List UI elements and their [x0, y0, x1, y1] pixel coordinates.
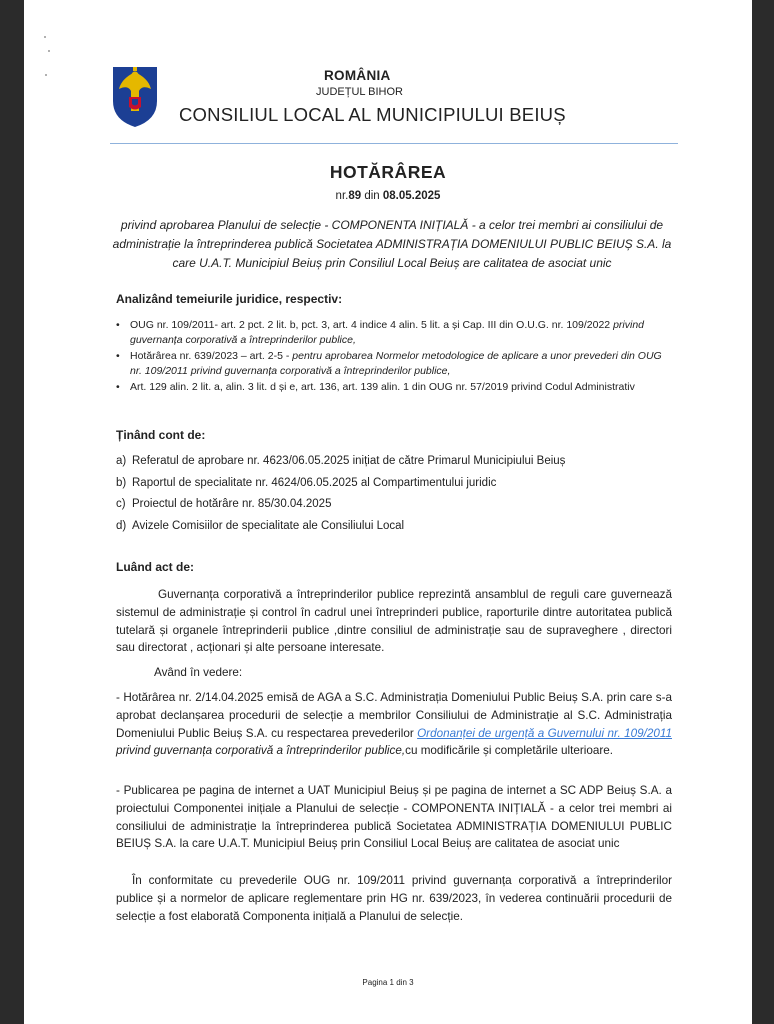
legal-basis-italic: pentru aprobarea Normelor metodologice de aplicare a unor prevederi din OUG nr. 109/2011 privind guvernanța corporativă a întreprinderilor publice,: [130, 350, 662, 377]
legal-basis-text: Art. 129 alin. 2 lit. a, alin. 3 lit. d și e, art. 136, art. 139 alin. 1 din OUG nr. 57/2019 privind Codul Administrativ: [130, 381, 635, 393]
legal-basis-heading: Analizând temeiurile juridice, respectiv:: [116, 292, 343, 306]
page-number: Pagina 1 din 3: [362, 978, 414, 987]
item-text: Referatul de aprobare nr. 4623/06.05.2025 inițiat de către Primarul Municipiului Beiuș: [132, 455, 566, 467]
legal-basis-text: Hotărârea nr. 639/2023 – art. 2-5 -: [130, 350, 293, 362]
decision-number-value: 89: [348, 190, 362, 202]
scan-speck: [45, 74, 47, 76]
item-text: Raportul de specialitate nr. 4624/06.05.2025 al Compartimentului juridic: [132, 476, 497, 489]
decision-date-sep: din: [361, 190, 383, 202]
list-item: [116, 380, 676, 395]
decision-number: [24, 190, 752, 202]
item-text: Avizele Comisiilor de specialitate ale Consiliului Local: [132, 520, 405, 533]
ordinance-link[interactable]: Ordonanței de urgență a Guvernului nr. 109/2011: [417, 726, 672, 740]
item-letter: b): [116, 476, 127, 489]
item-text: Proiectul de hotărâre nr. 85/30.04.2025: [132, 498, 332, 511]
legal-basis-text: OUG nr. 109/2011- art. 2 pct. 2 lit. b, pct. 3, art. 4 indice 4 alin. 5 lit. a și Cap. III din O.U.G. nr. 109/2022: [130, 319, 614, 331]
header-divider: [110, 143, 678, 144]
scan-speck: [48, 50, 50, 52]
header-country: ROMÂNIA: [324, 68, 391, 83]
list-item: [116, 349, 676, 379]
romania-coat-of-arms-icon: [110, 63, 160, 128]
header-county: JUDEȚUL BIHOR: [316, 86, 403, 98]
header-council: CONSILIUL LOCAL AL MUNICIPIULUI BEIUȘ: [179, 104, 566, 125]
list-item: [116, 318, 676, 348]
noting-heading: Luând act de:: [116, 560, 195, 574]
conformity-paragraph: În conformitate cu prevederile OUG nr. 109/2011 privind guvernanța corporativă a întreprinderilor publice și a normelor de aplicare reglementare prin HG nr. 639/2023, în vederea continuării procedurii de selecție a fost elaborată Componenta inițială a Planului de selecție.: [116, 874, 672, 923]
considering-list: [116, 455, 676, 542]
decision-number-prefix: nr.: [335, 190, 349, 202]
aga-decision-italic: privind guvernanța corporativă a întreprinderilor publice,: [116, 744, 406, 758]
decision-title: HOTĂRÂREA: [329, 162, 447, 182]
decision-date: 08.05.2025: [382, 190, 441, 202]
publication-paragraph: - Publicarea pe pagina de internet a UAT Municipiul Beiuș și pe pagina de internet a SC ADP Beiuș S.A. a proiectului Componentei inițiale a Planului de selecție - COMPONENTA INIȚIALĂ - a celor trei membri ai consiliului de administrație la întreprinderea publică Societatea ADMINISTRAȚIA DOMENIULUI PUBLIC BEIUȘ S.A. la care U.A.T. Municipiul Beiuș prin Consiliul Local Beiuș are calitatea de asociat unic: [116, 784, 672, 851]
list-item: [116, 498, 676, 520]
item-letter: a): [116, 455, 127, 467]
aga-decision-tail: cu modificările și completările ulterioare.: [405, 744, 613, 758]
item-letter: d): [116, 520, 127, 533]
aga-decision-text: - Hotărârea nr. 2/14.04.2025 emisă de AGA a S.C. Administrația Domeniului Public Beiuș S.A. prin care s-a aprobat declanșarea procedurii de selecție a membrilor Consiliului de Administrație al S.C. Administrația Domeniului Public Beiuș S.A. cu respectarea prevederilor: [116, 691, 672, 740]
governance-paragraph: Guvernanța corporativă a întreprinderilor publice reprezintă ansamblul de reguli care guvernează sistemul de administrație și control în cadrul unei întreprinderi publice, raporturile dintre autoritatea publică tutelară și organele întreprinderii publice ,dintre consiliul de administrație sau de supraveghere , directori sau directorat , acționari și alte persoane interesate.: [116, 588, 672, 655]
given-heading: Având în vedere:: [154, 666, 243, 679]
document-page: [24, 0, 752, 1024]
considering-heading: Ținând cont de:: [116, 428, 206, 442]
list-item: [116, 520, 676, 542]
list-item: [116, 477, 676, 499]
legal-basis-list: [116, 318, 676, 396]
legal-basis-italic: privind guvernanța corporativă a întreprinderilor publice,: [130, 319, 644, 346]
scan-speck: [44, 36, 46, 38]
item-letter: c): [116, 498, 126, 511]
decision-subject: privind aprobarea Planului de selecție - COMPONENTA INIȚIALĂ - a celor trei membri ai consiliului de administrație la întreprinderea publică Societatea ADMINISTRAȚIA DOMENIULUI PUBLIC BEIUȘ S.A. la care U.A.T. Municipiul Beiuș prin Consiliul Local Beiuș are calitatea de asociat unic: [112, 218, 672, 270]
list-item: [116, 455, 676, 477]
aga-decision-paragraph: [116, 689, 672, 760]
